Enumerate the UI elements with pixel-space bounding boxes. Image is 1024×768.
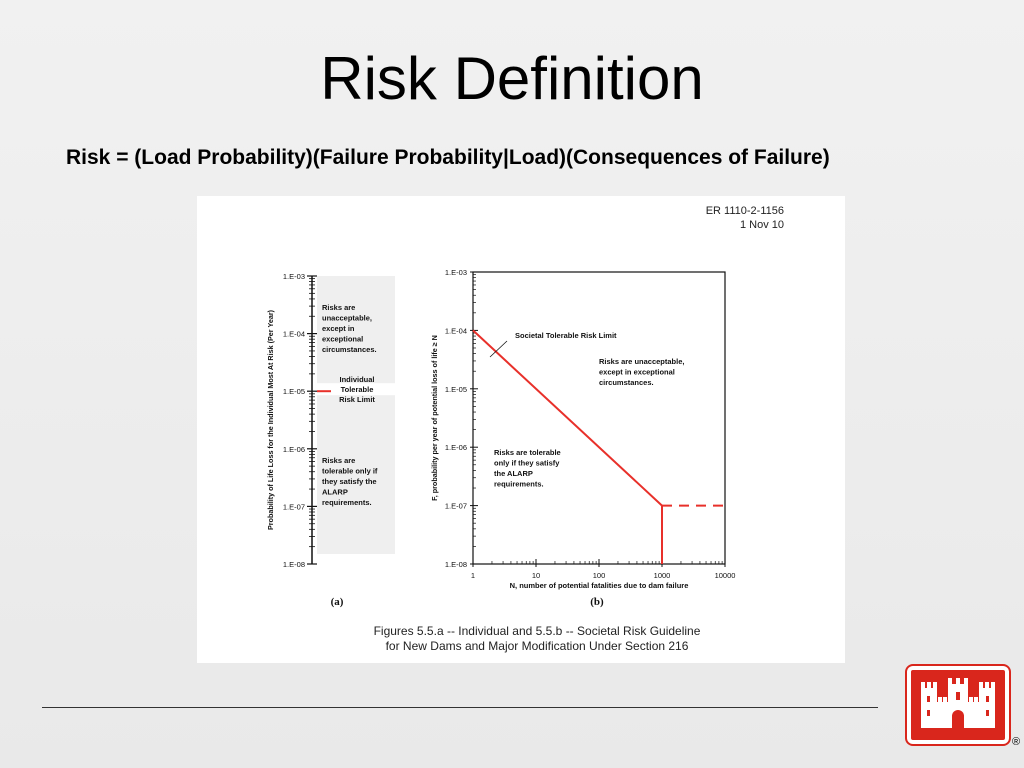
chart-a-upper-text: except in — [322, 324, 355, 333]
chart-b-series-label: Societal Tolerable Risk Limit — [515, 331, 617, 340]
chart-a-lower-text: requirements. — [322, 498, 372, 507]
chart-a-limit-label: Tolerable — [340, 385, 374, 395]
chart-a-panel-label: (a) — [330, 596, 344, 608]
chart-a-ylabel: Probability of Life Loss for the Individual Most At Risk (Per Year) — [266, 309, 275, 531]
chart-a-lower-text: Risks are — [322, 456, 356, 465]
figure-caption-line1: Figures 5.5.a -- Individual and 5.5.b -- Societal Risk Guideline — [373, 624, 701, 638]
figure-header-line1: ER 1110-2-1156 — [705, 205, 784, 217]
chart-b — [430, 268, 735, 608]
chart-b-lower-text: Risks are tolerable — [494, 448, 561, 457]
chart-a-upper-text: exceptional — [322, 334, 364, 344]
chart-b-panel-label: (b) — [590, 596, 604, 608]
chart-a-tick-label: 1.E-04 — [282, 329, 305, 339]
chart-b-upper-text: Risks are unacceptable, — [599, 357, 685, 366]
chart-b-xtick-label: 10000 — [714, 571, 736, 580]
chart-b-ytick-label: 1.E-04 — [444, 326, 467, 336]
chart-a-tick-label: 1.E-05 — [282, 387, 305, 397]
chart-a-tick-label: 1.E-06 — [282, 444, 305, 454]
chart-a-lower-text: tolerable only if — [322, 466, 378, 476]
risk-guideline-figure — [197, 196, 845, 663]
figure-panel — [197, 196, 845, 663]
chart-b-xlabel: N, number of potential fatalities due to dam failure — [509, 581, 689, 590]
chart-b-ytick-label: 1.E-08 — [444, 560, 467, 569]
chart-b-ylabel: F, probability per year of potential loss of life ≥ N — [430, 335, 439, 501]
chart-a-lower-text: ALARP — [322, 487, 348, 497]
footer-divider — [42, 707, 878, 708]
chart-b-lower-text: requirements. — [494, 479, 544, 489]
chart-a — [266, 272, 395, 608]
chart-b-upper-text: except in exceptional — [599, 367, 675, 377]
figure-header-line2: 1 Nov 10 — [739, 219, 784, 231]
chart-a-limit-label: Individual — [339, 375, 375, 385]
slide-title: Risk Definition — [320, 45, 704, 112]
chart-b-ytick-label: 1.E-07 — [444, 501, 467, 511]
chart-b-ytick-label: 1.E-06 — [444, 443, 467, 453]
chart-b-ytick-label: 1.E-05 — [444, 384, 467, 394]
chart-b-xtick-label: 100 — [592, 571, 606, 580]
chart-a-upper-text: unacceptable, — [322, 313, 373, 323]
chart-b-ytick-label: 1.E-03 — [444, 268, 467, 277]
chart-a-limit-label: Risk Limit — [339, 395, 375, 405]
chart-b-xtick-label: 10 — [531, 571, 541, 580]
chart-b-xtick-label: 1000 — [653, 571, 671, 580]
chart-b-lower-text: only if they satisfy — [494, 458, 560, 468]
chart-a-tick-label: 1.E-08 — [282, 560, 305, 569]
chart-a-upper-text: circumstances. — [322, 345, 377, 354]
figure-caption-line2: for New Dams and Major Modification Under Section 216 — [385, 639, 689, 653]
risk-formula: Risk = (Load Probability)(Failure Probability|Load)(Consequences of Failure) — [66, 146, 830, 169]
chart-a-tick-label: 1.E-07 — [282, 502, 305, 512]
chart-a-lower-text: they satisfy the — [322, 477, 377, 486]
chart-b-upper-text: circumstances. — [599, 378, 654, 387]
chart-b-frame — [473, 272, 725, 564]
chart-a-tick-label: 1.E-03 — [282, 272, 305, 281]
chart-b-lower-text: the ALARP — [494, 469, 533, 478]
registered-mark: ® — [1012, 736, 1021, 748]
castle-icon — [907, 666, 1009, 744]
chart-b-xtick-label: 1 — [470, 571, 476, 580]
chart-a-upper-text: Risks are — [322, 303, 356, 312]
